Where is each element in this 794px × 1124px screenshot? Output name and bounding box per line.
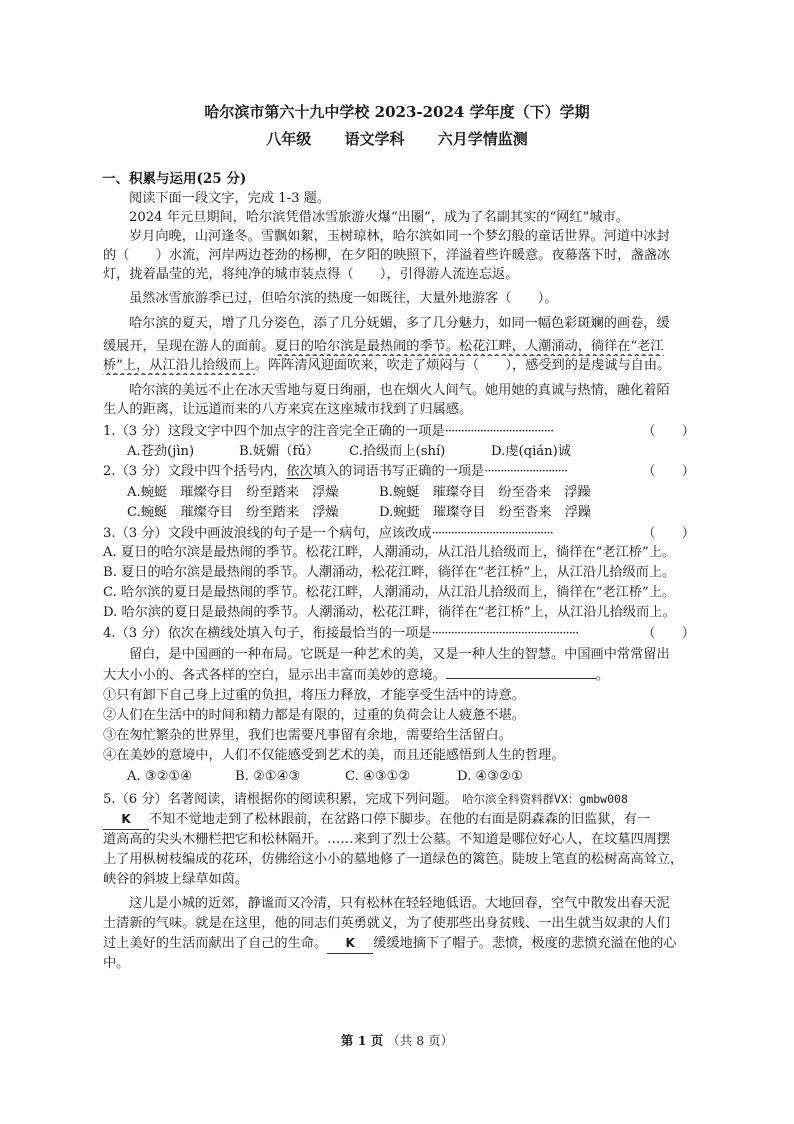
q1-stem-text: 1.（3 分）这段文字中四个加点字的注音完全正确的一项是 xyxy=(103,424,445,439)
q5-para1-line3: 上了用枞树枝编成的花环，仿佛给这小小的墓地修了一道绿色的篱笆。陡坡上笔直的松树高高耸立， xyxy=(103,852,684,867)
passage-p4-line2-plain: 缓展开，呈现在游人的面前。 xyxy=(103,339,275,354)
passage-p4-line3-plain: 。阵阵清风迎面吹来，吹走了烦闷与（ ），感受到的是虔诚与自由。 xyxy=(254,358,671,373)
q4-text-line2-text: 大大小小的、各式各样的空白，显示出丰富而美妙的意境。 xyxy=(103,668,446,683)
q5-para1-line2: 道高高的尖头木栅栏把它和松林隔开。……来到了烈士公墓。不知道是哪位好心人，在坟墓四周摆 xyxy=(103,832,671,847)
q4-sentence-2: ②人们在生活中的时间和精力都是有限的，过重的负荷会让人疲惫不堪。 xyxy=(103,708,525,723)
q2-option-c[interactable]: C.蜿蜒 璀燦夺目 纷至踏来 浮燥 xyxy=(127,505,339,520)
q3-stem: 3.（3 分）文段中画波浪线的句子是一个病句，应该改成······································ （ ） xyxy=(103,526,695,541)
q2-option-d[interactable]: D.蜿蜓 璀璨夺目 纷至沓来 浮躁 xyxy=(379,505,592,520)
q4-answer-slot[interactable]: （ ） xyxy=(642,626,695,641)
q4-option-d[interactable]: D. ④③②① xyxy=(457,769,523,784)
q2-stem-text-b: 填入的词语书写正确的一项是 xyxy=(312,464,485,479)
exam-subtitle xyxy=(0,128,794,149)
q5-source-note: 哈尔滨全科资料群VX：gmbw008 xyxy=(462,792,628,806)
q1-option-d[interactable]: D.虔(qián)诚 xyxy=(491,444,571,459)
q5-stem xyxy=(103,790,703,809)
q5-stem-text: 5.（6 分）名著阅读，请根据你的阅读积累，完成下列问题。 xyxy=(103,792,458,807)
q5-para2-line3 xyxy=(103,934,703,954)
grade-label: 八年级 xyxy=(266,130,312,148)
q4-sentence-4: ④在美妙的意境中，人们不仅能感受到艺术的美，而且还能感悟到人生的哲理。 xyxy=(103,748,565,763)
q4-sentence-1: ①只有卸下自己身上过重的负担，将压力释放，才能享受生活中的诗意。 xyxy=(103,688,525,703)
q2-option-a[interactable]: A.蜿蜓 璀燦夺目 纷至踏来 浮燥 xyxy=(127,485,339,500)
subject-label: 语文学科 xyxy=(344,130,405,148)
wavy-sentence-part1: 夏日的哈尔滨是最热闹的季节。松花江畔，人潮涌动，徜徉在“老江 xyxy=(274,339,664,354)
q1-options xyxy=(103,442,719,461)
q4-stem-text: 4.（3 分）依次在横线处填入句子，衔接最恰当的一项是 xyxy=(103,626,432,641)
q2-stem: 2.（3 分）文段中四个括号内，依次填入的词语书写正确的一项是·························· （ ） xyxy=(103,464,695,479)
q2-options-row1 xyxy=(103,483,719,502)
q5-para2-line2: 土清新的气味。就是在这里，他的同志们英勇就义，为了使那些出身贫贱、一出生就当奴隶的人们 xyxy=(103,916,671,931)
passage-p2-line3: 灯，拢着晶莹的光，将纯净的城市装点得（ ），引得游人流连忘返。 xyxy=(103,267,519,282)
passage-p5-line2: 生人的距离，让远道而来的八方来宾在这座城市找到了归属感。 xyxy=(103,402,473,417)
page-total: （共 8 页） xyxy=(387,1033,454,1048)
q4-options xyxy=(103,767,719,786)
q5-para1-line4: 峡谷的斜坡上绿草如茵。 xyxy=(103,872,249,887)
passage-p5-line1: 哈尔滨的美远不止在冰天雪地与夏日绚丽，也在烟火人间气。她用她的真诚与热情，融化着陌 xyxy=(129,383,670,398)
q3-answer-slot[interactable]: （ ） xyxy=(642,526,695,541)
section-heading: 一、积累与运用(25 分) xyxy=(102,171,247,187)
q1-stem: 1.（3 分）这段文字中四个加点字的注音完全正确的一项是·································· （ ） xyxy=(103,424,695,439)
q4-text-line2 xyxy=(103,665,695,685)
passage-p3: 虽然冰雪旅游季已过，但哈尔滨的热度一如既往，大量外地游客（ ）。 xyxy=(129,291,558,306)
page-number: 第 1 页 xyxy=(340,1033,384,1048)
q3-option-c[interactable]: C. 哈尔滨的夏日是最热闹的季节。松花江畔，人潮涌动，从江沿儿拾级而上，徜徉在“老江桥”上。 xyxy=(103,585,676,600)
q5-para1-line1-text: 不知不觉地走到了松林跟前，在岔路口停下脚步。在他的右面是阴森森的旧监狱，有一 xyxy=(149,812,651,827)
page-footer xyxy=(0,1031,794,1049)
passage-p2-line1: 岁月向晚，山河逢冬。雪飘如絮，玉树琼林，哈尔滨如同一个梦幻般的童话世界。河道中冰封 xyxy=(129,229,670,244)
wavy-sentence-part2: 桥”上，从江沿儿拾级而上 xyxy=(103,358,255,373)
q2-options-row2 xyxy=(103,503,719,522)
q5-blank-2[interactable]: K xyxy=(327,934,373,954)
q5-para2-line1: 这儿是小城的近郊，静谧而又冷清，只有松林在轻轻地低语。大地回春，空气中散发出春天泥 xyxy=(129,896,670,911)
section-intro: 阅读下面一段文字，完成 1-3 题。 xyxy=(129,191,331,206)
passage-p2-line2: 的（ ）水流，河岸两边苍劲的杨柳，在夕阳的映照下，洋溢着些许暖意。夜幕落下时，盏盏冰 xyxy=(103,248,671,263)
q5-para2-line3-text-b: 缓缓地摘下了帽子。悲愤，极度的悲愤充溢在他的心 xyxy=(373,936,677,951)
q3-option-b[interactable]: B. 夏日的哈尔滨是最热闹的季节。人潮涌动，松花江畔，徜徉在“老江桥”上，从江沿儿拾级而上。 xyxy=(103,565,676,580)
q5-para2-line4: 中。 xyxy=(103,956,130,971)
q4-option-b[interactable]: B. ②①④③ xyxy=(235,769,301,784)
passage-p1: 2024 年元旦期间，哈尔滨凭借冰雪旅游火爆“出圈”，成为了名副其实的“网红”城市。 xyxy=(129,210,629,225)
q2-option-b[interactable]: B.蜿蜒 璀璨夺目 纷至沓来 浮躁 xyxy=(379,485,591,500)
passage-p4-line1: 哈尔滨的夏天，增了几分姿色，添了几分妩媚，多了几分魅力，如同一幅色彩斑斓的画卷，缓 xyxy=(129,316,670,331)
q5-para2-line3-text: 过上美好的生活而献出了自己的生命。 xyxy=(103,936,328,951)
exam-title: 哈尔滨市第六十九中学校 2023-2024 学年度（下）学期 xyxy=(204,103,590,121)
q5-blank-1[interactable]: K xyxy=(103,810,149,830)
q1-option-a[interactable]: A.苍劲(jìn) xyxy=(127,444,195,459)
q2-stem-text-a: 2.（3 分）文段中四个括号内， xyxy=(103,464,287,479)
q4-text-end: 。 xyxy=(595,668,610,683)
passage-p4-line3 xyxy=(103,356,703,375)
q2-answer-slot[interactable]: （ ） xyxy=(642,464,695,479)
q1-option-b[interactable]: B.妩媚（fǔ） xyxy=(239,444,320,459)
q1-answer-slot[interactable]: （ ） xyxy=(642,424,695,439)
q3-option-d[interactable]: D. 哈尔滨的夏日是最热闹的季节。人潮涌动，松花江畔，徜徉在“老江桥”上，从江沿儿拾级而上。 xyxy=(103,605,676,620)
q3-option-a[interactable]: A. 夏日的哈尔滨是最热闹的季节。松花江畔，人潮涌动，从江沿儿拾级而上，徜徉在“老江桥”上。 xyxy=(103,545,676,560)
q4-option-a[interactable]: A. ③②①④ xyxy=(127,769,193,784)
passage-p4-line2 xyxy=(103,337,703,356)
q3-stem-text: 3.（3 分）文段中画波浪线的句子是一个病句，应该改成 xyxy=(103,526,432,541)
q4-text-line1: 留白，是中国画的一种布局。它既是一种艺术的美，又是一种人生的智慧。中国画中常常留出 xyxy=(129,647,670,662)
q4-stem: 4.（3 分）依次在横线处填入句子，衔接最恰当的一项是·············································· （ ） xyxy=(103,626,695,641)
q4-sentence-3: ③在匆忙繁杂的世界里，我们也需要凡事留有余地，需要给生活留白。 xyxy=(103,728,512,743)
q1-option-c[interactable]: C.拾级而上(shí) xyxy=(349,444,446,459)
q2-stem-emphasis: 依次 xyxy=(286,464,313,479)
q4-fill-blank[interactable] xyxy=(446,665,596,679)
q4-option-c[interactable]: C. ④③①② xyxy=(345,769,411,784)
q5-para1-line1 xyxy=(103,810,703,830)
exam-name-label: 六月学情监测 xyxy=(437,130,528,148)
